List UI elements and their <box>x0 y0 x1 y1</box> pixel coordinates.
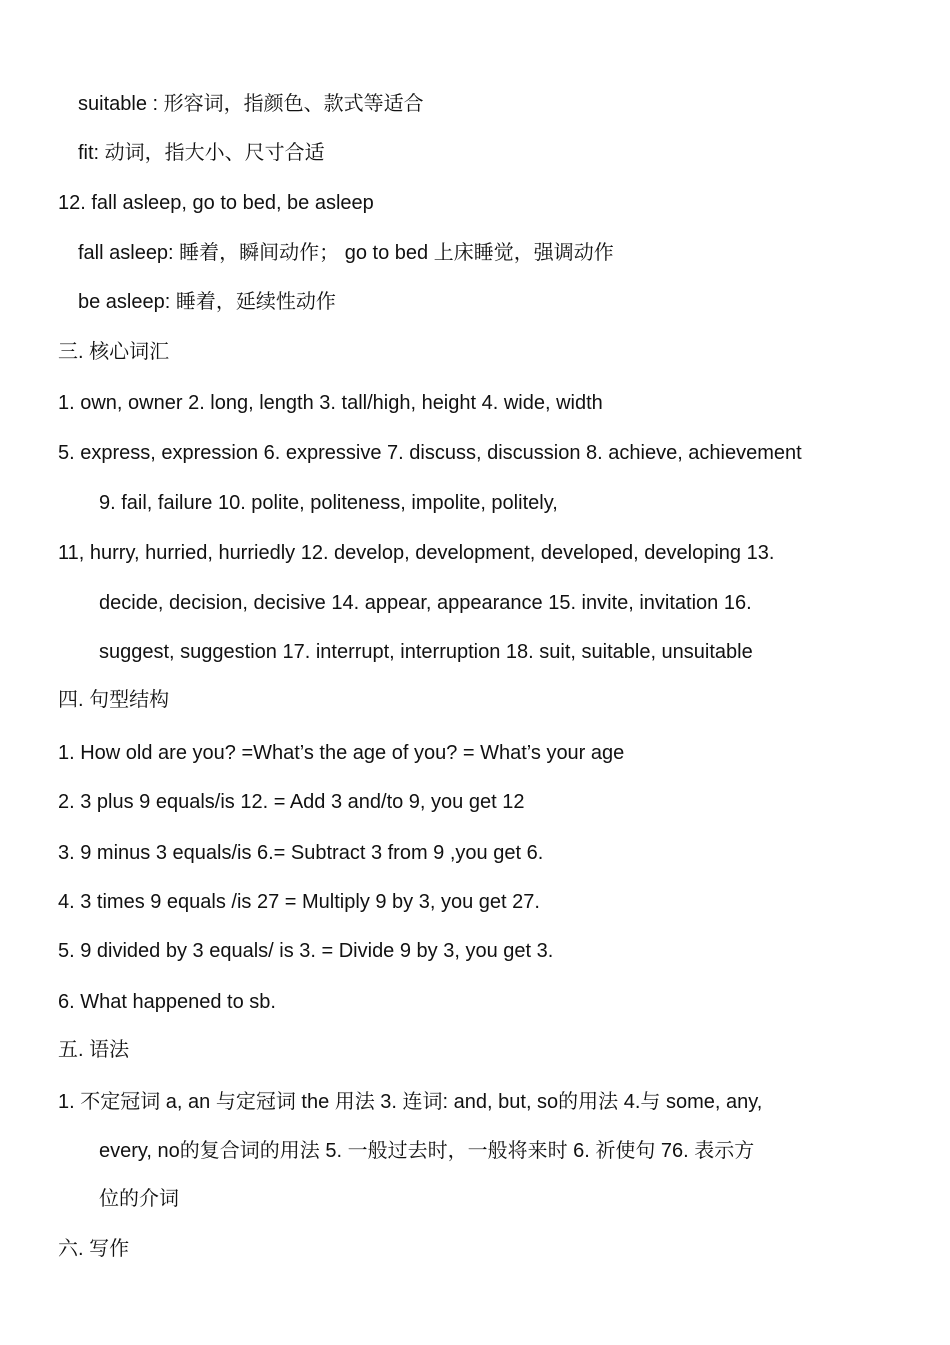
sentence-line-6: 6. What happened to sb. <box>58 991 276 1013</box>
sentence-line-5: 5. 9 divided by 3 equals/ is 3. = Divide 9 by 3, you get 3. <box>58 940 554 962</box>
text-line-be-asleep: be asleep: 睡着，延续性动作 <box>78 291 336 313</box>
grammar-line-2: every, no的复合词的用法 5. 一般过去时，一般将来时 6. 祈使句 76. 表示方 <box>99 1140 755 1162</box>
section-heading-sentence-structure: 四. 句型结构 <box>58 689 170 711</box>
sentence-line-3: 3. 9 minus 3 equals/is 6.= Subtract 3 from 9 ,you get 6. <box>58 842 544 864</box>
grammar-line-3: 位的介词 <box>99 1188 179 1210</box>
text-line-item-12: 12. fall asleep, go to bed, be asleep <box>58 192 374 214</box>
text-line-fall-asleep: fall asleep: 睡着，瞬间动作； go to bed 上床睡觉，强调动作 <box>78 242 614 264</box>
vocab-line-2: 5. express, expression 6. expressive 7. discuss, discussion 8. achieve, achievement <box>58 442 802 464</box>
vocab-line-3: 9. fail, failure 10. polite, politeness, impolite, politely, <box>99 492 558 514</box>
vocab-line-1: 1. own, owner 2. long, length 3. tall/high, height 4. wide, width <box>58 392 603 414</box>
text-line-fit: fit: 动词，指大小、尺寸合适 <box>78 142 325 164</box>
text-line-suitable: suitable : 形容词，指颜色、款式等适合 <box>78 93 424 115</box>
sentence-line-2: 2. 3 plus 9 equals/is 12. = Add 3 and/to 9, you get 12 <box>58 791 525 813</box>
vocab-line-4: 11, hurry, hurried, hurriedly 12. develop, development, developed, developing 13. <box>58 542 775 564</box>
vocab-line-6: suggest, suggestion 17. interrupt, interruption 18. suit, suitable, unsuitable <box>99 641 753 663</box>
sentence-line-4: 4. 3 times 9 equals /is 27 = Multiply 9 by 3, you get 27. <box>58 891 540 913</box>
section-heading-grammar: 五. 语法 <box>58 1039 130 1061</box>
grammar-line-1: 1. 不定冠词 a, an 与定冠词 the 用法 3. 连词: and, but, so的用法 4.与 some, any, <box>58 1091 763 1113</box>
section-heading-core-vocabulary: 三. 核心词汇 <box>58 341 170 363</box>
section-heading-writing: 六. 写作 <box>58 1238 130 1260</box>
sentence-line-1: 1. How old are you? =What’s the age of you? = What’s your age <box>58 742 625 764</box>
vocab-line-5: decide, decision, decisive 14. appear, appearance 15. invite, invitation 16. <box>99 592 752 614</box>
